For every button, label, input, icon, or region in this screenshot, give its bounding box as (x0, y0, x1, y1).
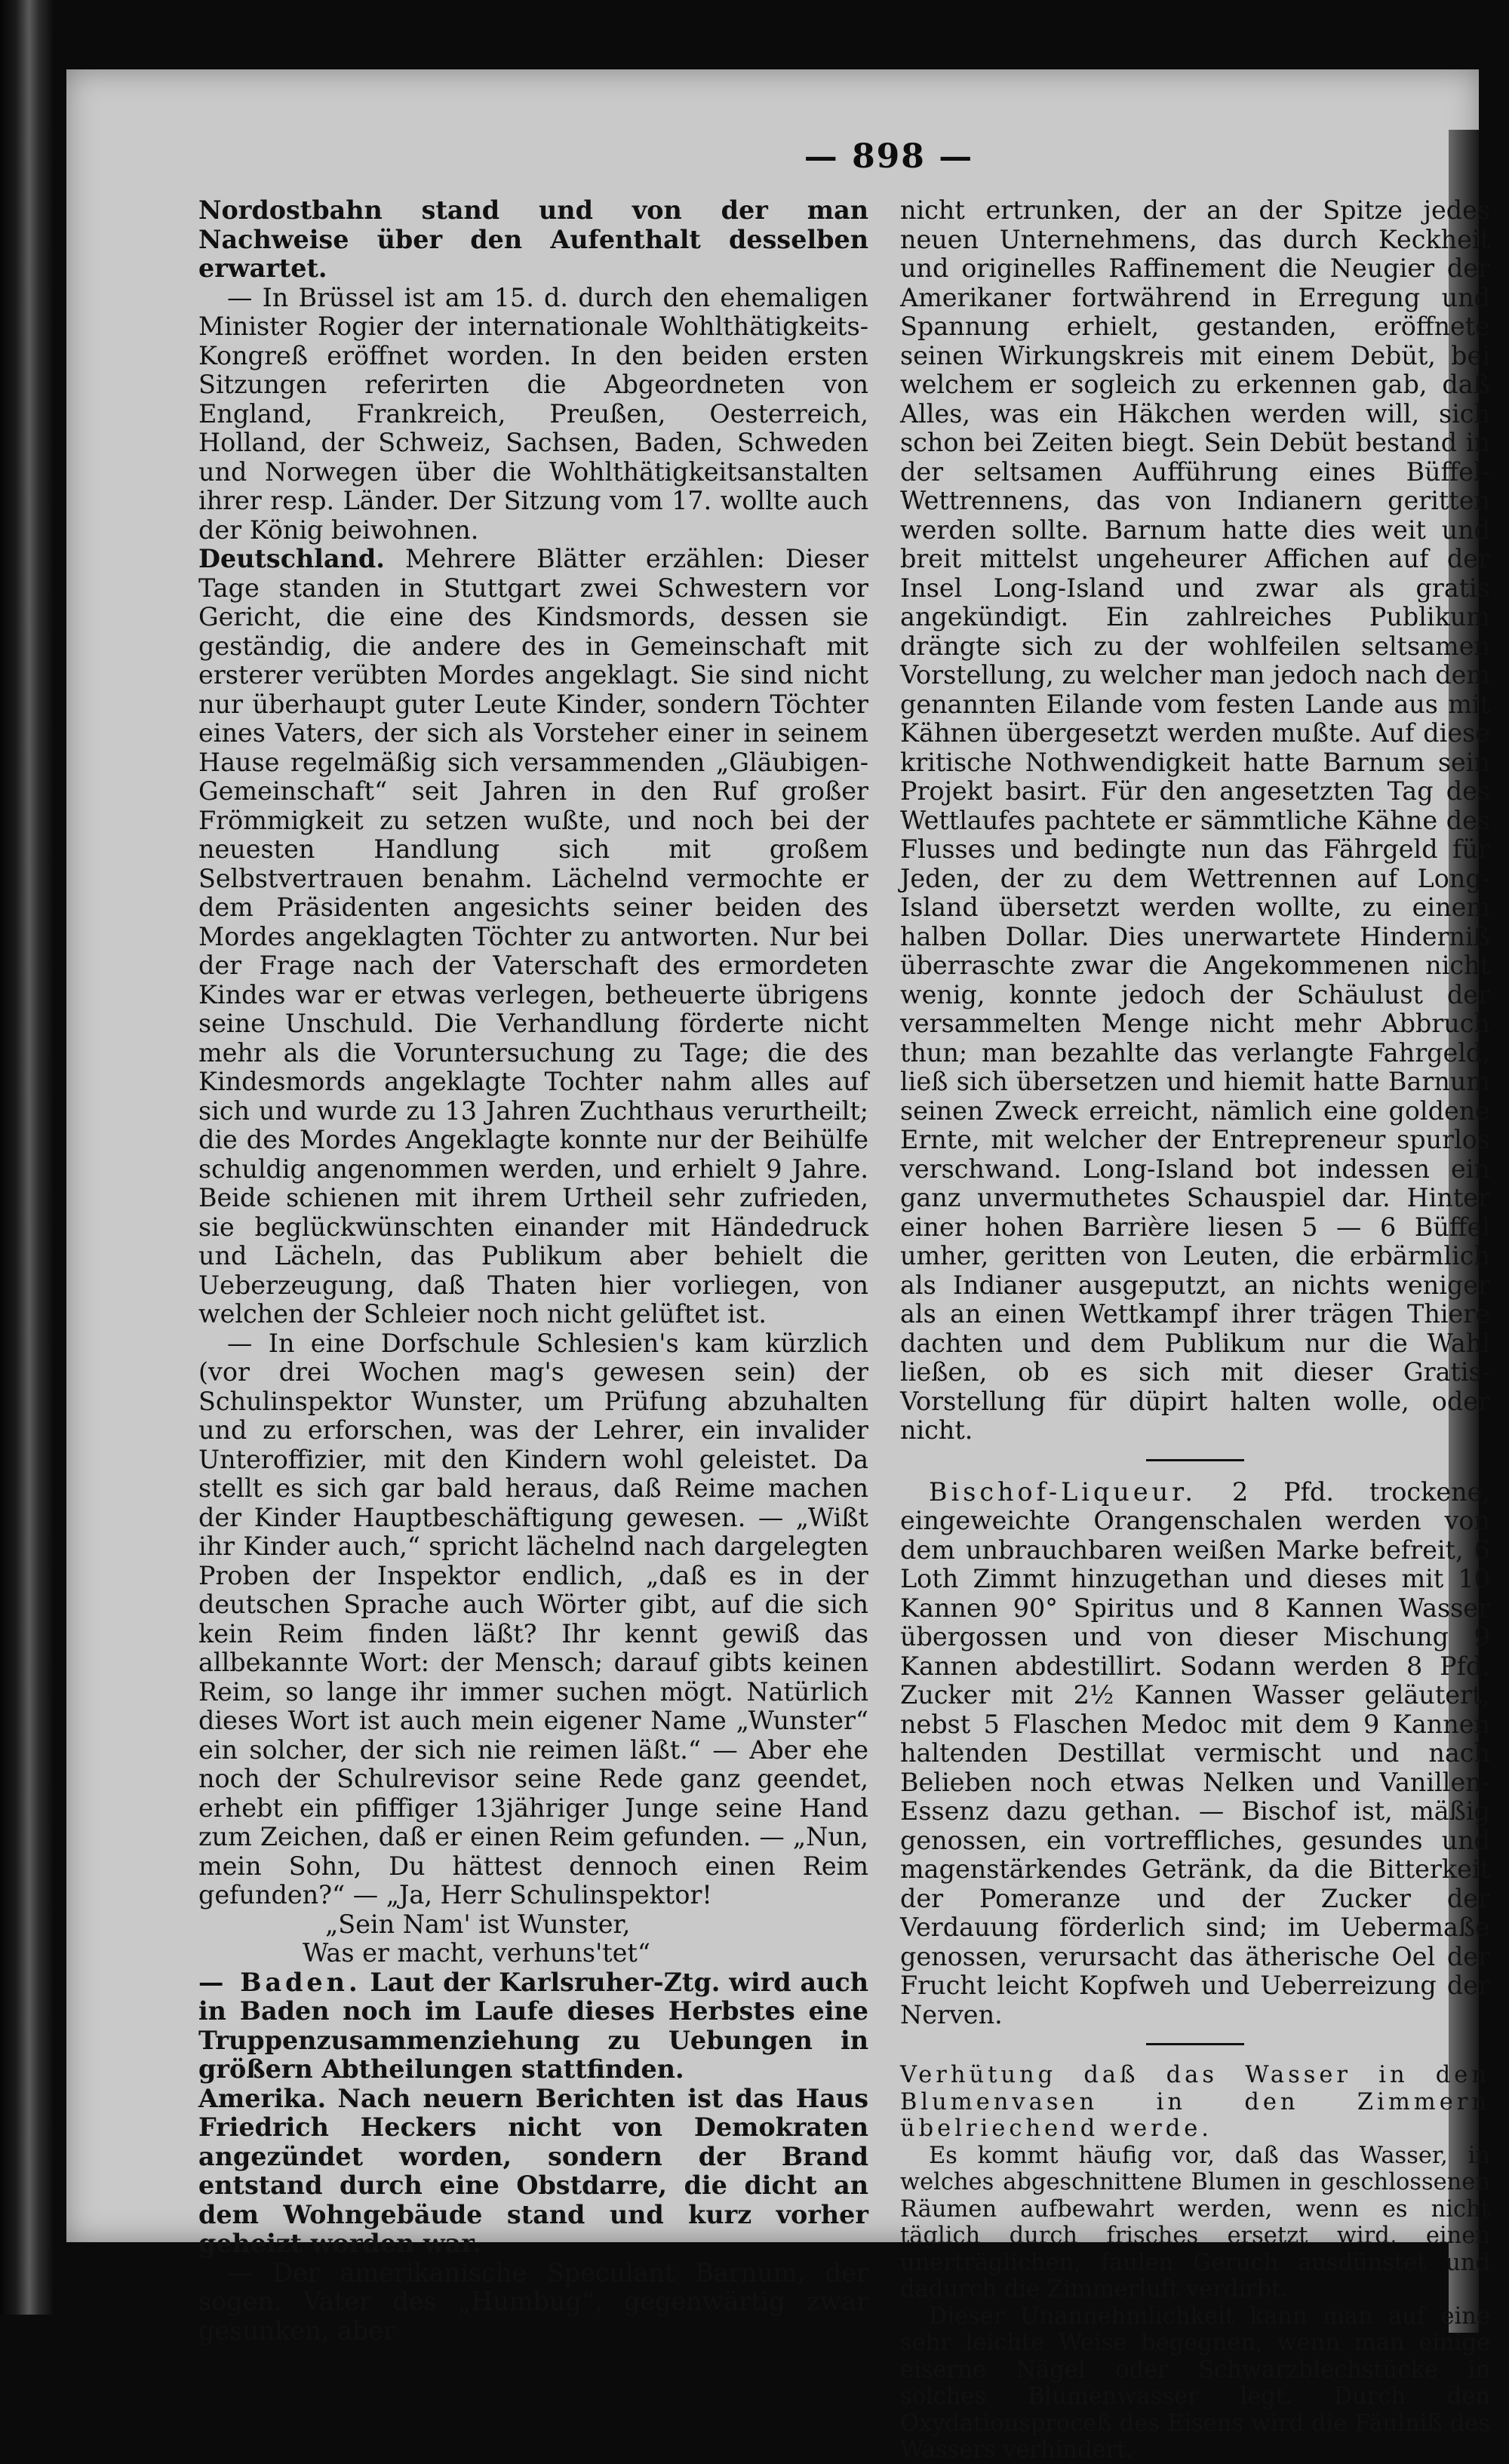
article-baden-text: Laut der Karlsruher-Ztg. wird auch in Baden noch im Laufe dieses Herbstes eine Truppenzusammenziehung zu Uebungen in größern Abtheilungen stattfinden. (198, 1967, 868, 2084)
right-column (900, 196, 1490, 2464)
heading-deutschland: Deutschland. (198, 544, 385, 573)
article-amerika-text: Nach neuern Berichten ist das Haus Friedrich Heckers nicht von Demokraten angezündet worden, sondern der Brand entstand durch eine Obstdarre, die dicht an dem Wohngebäude stand und kurz vorher geheizt worden war. (198, 2083, 868, 2258)
heading-amerika: Amerika. (198, 2083, 327, 2113)
heading-bischof: Bischof-Liqueur. (929, 1476, 1197, 1507)
newspaper-page (66, 69, 1490, 2463)
article-dorfschule: — In eine Dorfschule Schlesien's kam kürzlich (vor drei Wochen mag's gewesen sein) der Schulinspektor Wunster, um Prüfung abzuhalten und zu erforschen, was der Lehrer, ein invalider Unteroffizier, mit den Kindern wohl geleistet. Da stellt es sich gar bald heraus, daß Reime machen der Kinder Hauptbeschäftigung gewesen. — „Wißt ihr Kinder auch,“ spricht lächelnd nach dargelegten Proben der Inspektor endlich, „daß es in der deutschen Sprache auch Wörter gibt, auf die sich kein Reim finden läßt? Ihr kennt gewiß das allbekannte Wort: der Mensch; darauf gibts keinen Reim, so lange ihr immer suchen mögt. Natürlich dieses Wort ist auch mein eigener Name „Wunster“ ein solcher, der sich nie reimen läßt.“ — Aber ehe noch der Schulrevisor seine Rede ganz geendet, erhebt ein pfiffiger 13jähriger Junge seine Hand zum Zeichen, daß er einen Reim gefunden. — „Nun, mein Sohn, Du hättest dennoch einen Reim gefunden?“ — „Ja, Herr Schulinspektor! (198, 1328, 868, 1909)
poem-line-2: Was er macht, verhuns'tet“ (303, 1938, 650, 1968)
article-bischof-text: 2 Pfd. trockene, eingeweichte Orangenschalen werden von dem unbrauchbaren weißen Marke befreit, 6 Loth Zimmt hinzugethan und dieses mit 10 Kannen 90° Spiritus und 8 Kannen Wasser übergossen und von dieser Mischung 9 Kannen abdestillirt. Sodann werden 8 Pfd. Zucker mit 2½ Kannen Wasser geläutert, nebst 5 Flaschen Medoc mit dem 9 Kannen haltenden Destillat vermischt und nach Belieben noch etwas Nelken und Vanillen-Essenz dazu gethan. — Bischof ist, mäßig genossen, ein vortreffliches, gesundes und magenstärkendes Getränk, da die Bitterkeit der Pomeranze und der Zucker der Verdauung förderlich sind; im Uebermaße genossen, verursacht das ätherische Oel der Frucht leicht Kopfweh und Ueberreizung der Nerven. (900, 1476, 1490, 2029)
article-barnum-cont: nicht ertrunken, der an der Spitze jedes neuen Unternehmens, das durch Keckheit und originelles Raffinement die Neugier der Amerikaner fortwährend in Erregung und Spannung erhielt, gestanden, eröffnete seinen Wirkungskreis mit einem Debüt, bei welchem er sogleich zu erkennen gab, daß Alles, was ein Häkchen werden will, sich schon bei Zeiten biegt. Sein Debüt bestand in der seltsamen Aufführung eines Büffel-Wettrennens, das von Indianern geritten werden sollte. Barnum hatte dies weit und breit mittelst ungeheurer Affichen auf der Insel Long-Island und zwar als gratis angekündigt. Ein zahlreiches Publikum drängte sich zu der wohlfeilen seltsamen Vorstellung, zu welcher man jedoch nach dem genannten Eilande vom festen Lande aus mit Kähnen übergesetzt werden mußte. Auf diese kritische Nothwendigkeit hatte Barnum sein Projekt basirt. Für den angesetzten Tag des Wettlaufes pachtete er sämmtliche Kähne des Flusses und bedingte nun das Fährgeld für Jeden, der zu dem Wettrennen auf Long-Island übersetzt werden wollte, zu einem halben Dollar. Dies unerwartete Hinderniß überraschte zwar die Angekommenen nicht wenig, konnte jedoch der Schäulust der versammelten Menge nicht mehr Abbruch thun; man bezahlte das verlangte Fahrgeld, ließ sich übersetzen und hiemit hatte Barnum seinen Zweck erreicht, nämlich eine goldene Ernte, mit welcher der Entrepreneur spurlos verschwand. Long-Island bot indessen ein ganz unvermuthetes Schauspiel dar. Hinter einer hohen Barrière liesen 5 — 6 Büffel umher, geritten von Leuten, die erbärmlich als Indianer ausgeputzt, an nichts weniger als an einen Wettkampf ihrer trägen Thiere dachten und dem Publikum nur die Wahl ließen, ob es sich mit dieser Gratis-Vorstellung für düpirt halten wolle, oder nicht. (900, 195, 1490, 1445)
article-bruessel: — In Brüssel ist am 15. d. durch den ehemaligen Minister Rogier der internationale Wohlthätigkeits-Kongreß eröffnet worden. In den beiden ersten Sitzungen referirten die Abgeordneten von England, Frankreich, Preußen, Oesterreich, Holland, der Schweiz, Sachsen, Baden, Schweden und Norwegen über die Wohlthätigkeitsanstalten ihrer resp. Länder. Der Sitzung vom 17. wollte auch der König beiwohnen. (198, 282, 868, 545)
article-barnum-start: — Der amerikanische Speculant Barnum, der sogen. Vater des „Humbug“, gegenwärtig zwar gesunken, aber (198, 2257, 868, 2346)
separator-rule-2 (1146, 2043, 1244, 2045)
article-bischof (900, 1478, 1490, 2030)
article-deutschland (198, 545, 868, 1329)
separator-rule-1 (1146, 1459, 1244, 1461)
article-baden (198, 1968, 868, 2085)
heading-baden: — Baden. (198, 1967, 361, 1997)
article-nordostbahn-end: Nordostbahn stand und von der man Nachweise über den Aufenthalt desselben erwartet. (198, 195, 868, 283)
page-number: — 898 — (804, 137, 974, 176)
article-amerika (198, 2085, 868, 2259)
article-verhuetung-2: Dieser Unannehmlichkeit kann man auf eine sehr leichte Weise begegnen, wenn man einige eiserne Nägel oder Schwarzblechstücke in solches Blumenwasser legt. Durch den Oxydationsproceß des Eisens wird die Fäulniß des Wassers verhindert. (900, 2303, 1490, 2463)
scan-edge-left (0, 0, 53, 2315)
heading-verhuetung: Verhütung daß das Wasser in den Blumenvasen in den Zimmern übelriechend werde. (900, 2062, 1490, 2142)
article-verhuetung-1: Es kommt häufig vor, daß das Wasser, in welches abgeschnittene Blumen in geschlossenen Räumen aufbewahrt werden, wenn es nicht täglich durch frisches ersetzt wird, einen unerträglichen, faulen Geruch ausdünstet und dadurch die Zimmerluft verdirbt. (900, 2142, 1490, 2303)
left-column (198, 196, 868, 2346)
poem-line-1: „Sein Nam' ist Wunster, (325, 1909, 631, 1939)
article-deutschland-text: Mehrere Blätter erzählen: Dieser Tage standen in Stuttgart zwei Schwestern vor Gericht, die eine des Kindsmords, dessen sie geständig, die andere des in Gemeinschaft mit ersterer verübten Mordes angeklagt. Sie sind nicht nur überhaupt guter Leute Kinder, sondern Töchter eines Vaters, der sich als Vorsteher einer in seinem Hause regelmäßig sich versammenden „Gläubigen-Gemeinschaft“ seit Jahren in den Ruf großer Frömmigkeit zu setzen wußte, und noch bei der neuesten Handlung sich mit großem Selbstvertrauen benahm. Lächelnd vermochte er dem Präsidenten angesichts seiner beiden des Mordes angeklagten Töchter zu antworten. Nur bei der Frage nach der Vaterschaft des ermordeten Kindes war er etwas verlegen, betheuerte übrigens seine Unschuld. Die Verhandlung förderte nicht mehr als die Voruntersuchung zu Tage; die des Kindesmords angeklagte Tochter nahm alles auf sich und wurde zu 13 Jahren Zuchthaus verurtheilt; die des Mordes Angeklagte konnte nur der Beihülfe schuldig angenommen werden, und erhielt 9 Jahre. Beide schienen mit ihrem Urtheil sehr zufrieden, sie beglückwünschten einander mit Händedruck und Lächeln, das Publikum aber behielt die Ueberzeugung, daß Thaten hier vorliegen, von welchen der Schleier noch nicht gelüftet ist. (198, 544, 868, 1329)
